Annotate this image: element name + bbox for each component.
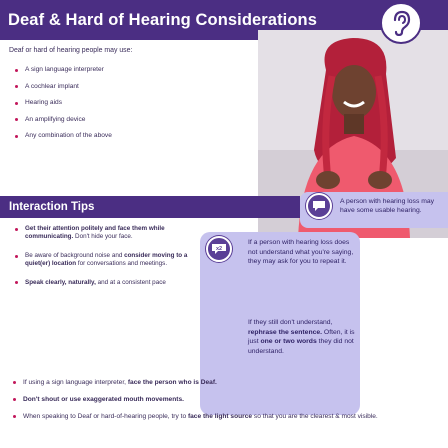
considerations-list [14, 62, 234, 145]
list-item: Hearing aids [14, 95, 234, 112]
tip-rest: Don't hide your face. [75, 233, 133, 241]
section-heading-bar [0, 196, 300, 218]
ear-icon [380, 2, 422, 44]
text-segment: If they still don't understand, [248, 319, 333, 326]
svg-text:x2: x2 [215, 245, 223, 252]
considerations-intro: Deaf or hard of hearing people may use: [9, 47, 133, 54]
text-segment: When speaking to Deaf or hard-of-hearing people, try to [23, 412, 188, 420]
text-segment: Often, it is just [248, 328, 355, 346]
tip-bold: consider moving to a quiet(er) location [25, 251, 188, 268]
callout-usable-hearing-text: A person with hearing loss may have some usable hearing. [340, 198, 435, 215]
text-bold: Don't shout or use exaggerated mouth movements. [23, 395, 184, 403]
speech-bubble-icon [306, 193, 332, 219]
list-item: Any combination of the above [14, 128, 234, 145]
list-item: A cochlear implant [14, 79, 234, 96]
bottom-tips-list [12, 378, 442, 428]
callout-repeat-text: If a person with hearing loss does not understand what you're saying, they may ask for you to repeat it. [248, 239, 354, 266]
text-segment: they did not understand. [248, 338, 354, 355]
list-item: An amplifying device [14, 112, 234, 129]
speech-bubble-x2-icon [206, 236, 232, 262]
list-item [12, 378, 442, 388]
text-bold: face the light source [187, 412, 253, 420]
tip-item [14, 279, 194, 287]
text-bold: rephrase the sentence. [248, 328, 323, 336]
text-segment: so that you are the clearest & most visible. [252, 412, 378, 420]
callout-rephrase-text [248, 318, 356, 356]
list-item: A sign language interpreter [14, 62, 234, 79]
tip-bold: Get their attention politely and face them while communicating. [25, 225, 165, 241]
section-heading: Interaction Tips [9, 201, 95, 213]
list-item [12, 395, 442, 405]
tip-pre: Be aware of background noise and [25, 251, 125, 259]
text-segment: If using a sign language interpreter, [23, 379, 128, 386]
tip-bold: Speak clearly, naturally, [25, 278, 96, 286]
interaction-tips-list [14, 225, 194, 297]
tip-rest: for conversations and meetings. [77, 260, 168, 268]
page-title: Deaf & Hard of Hearing Considerations [8, 10, 317, 29]
tip-item [14, 225, 194, 242]
tip-rest: and at a consistent pace [97, 278, 166, 286]
tip-item [14, 252, 194, 269]
text-bold: face the person who is Deaf. [127, 379, 217, 386]
list-item [12, 412, 442, 422]
text-bold: one or two words [260, 338, 317, 346]
